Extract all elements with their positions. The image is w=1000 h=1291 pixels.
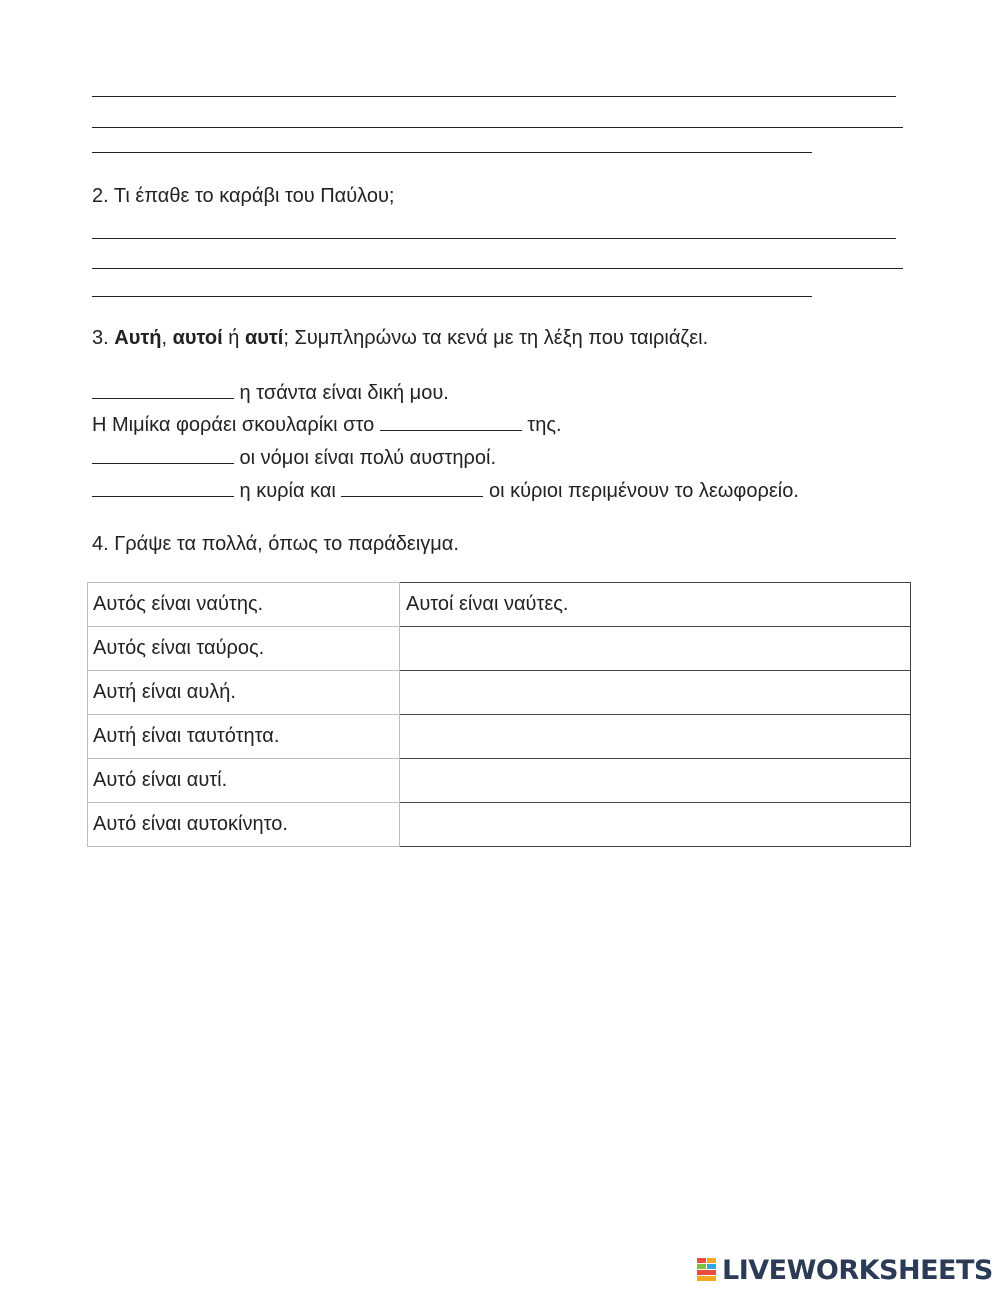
plural-answer-cell[interactable] [400,671,911,715]
question-4 [92,532,459,556]
question-3-instruction: ; Συμπληρώνω τα κενά με τη λέξη που ταιριάζει. [283,327,709,349]
sentence-2: Η Μιμίκα φοράει σκουλαρίκι στο της. [92,414,562,436]
question-4-text: 4. Γράψε τα πολλά, όπως το παράδειγμα. [92,533,459,555]
word-auti: αυτί [244,327,284,349]
example-plural-cell: Αυτοί είναι ναύτες. [400,583,911,627]
question-2-text: 2. Τι έπαθε το καράβι του Παύλου; [92,185,395,207]
plural-answer-input[interactable] [406,768,908,793]
table-row [88,803,911,847]
fill-blank-5[interactable] [341,478,483,497]
fill-blank-1[interactable] [92,380,234,399]
singular-cell: Αυτό είναι αυτοκίνητο. [88,803,400,847]
plural-answer-cell[interactable] [400,759,911,803]
logo-mark-icon [697,1258,719,1282]
singular-cell: Αυτή είναι ταυτότητα. [88,715,400,759]
table-row [88,759,911,803]
plural-answer-cell[interactable] [400,715,911,759]
word-aute: Αυτή [114,327,162,349]
fill-blank-4[interactable] [92,478,234,497]
answer-line-q1-1[interactable] [92,96,896,97]
fill-blank-2[interactable] [380,412,522,431]
singular-cell: Αυτός είναι ναύτης. [88,583,400,627]
plural-answer-input[interactable] [406,636,908,661]
singular-cell: Αυτός είναι ταύρος. [88,627,400,671]
table-row [88,715,911,759]
table-row [88,671,911,715]
sentence-3: οι νόμοι είναι πολύ αυστηροί. [92,445,496,470]
plural-table [87,582,911,847]
answer-line-q2-3[interactable] [92,296,812,297]
plural-answer-input[interactable] [406,812,908,837]
singular-cell: Αυτό είναι αυτί. [88,759,400,803]
fill-blank-3[interactable] [92,445,234,464]
singular-cell: Αυτή είναι αυλή. [88,671,400,715]
question-2 [92,184,395,208]
plural-answer-cell[interactable] [400,627,911,671]
logo-text: LIVEWORKSHEETS [722,1254,993,1286]
plural-answer-input[interactable] [406,680,908,705]
question-3: 3. Αυτή, αυτοί ή αυτί; Συμπληρώνω τα κενά με τη λέξη που ταιριάζει. [92,327,709,349]
table-row [88,627,911,671]
sentence-1: η τσάντα είναι δική μου. [92,380,449,405]
answer-line-q2-1[interactable] [92,238,896,239]
answer-line-q1-3[interactable] [92,152,812,153]
answer-line-q1-2[interactable] [92,127,903,128]
plural-answer-cell[interactable] [400,803,911,847]
liveworksheets-logo [697,1255,993,1285]
table-row [88,583,911,627]
plural-answer-input[interactable] [406,724,908,749]
sentence-4: η κυρία και οι κύριοι περιμένουν το λεωφορείο. [92,478,799,503]
word-autoi: αυτοί [172,327,223,349]
answer-line-q2-2[interactable] [92,268,903,269]
